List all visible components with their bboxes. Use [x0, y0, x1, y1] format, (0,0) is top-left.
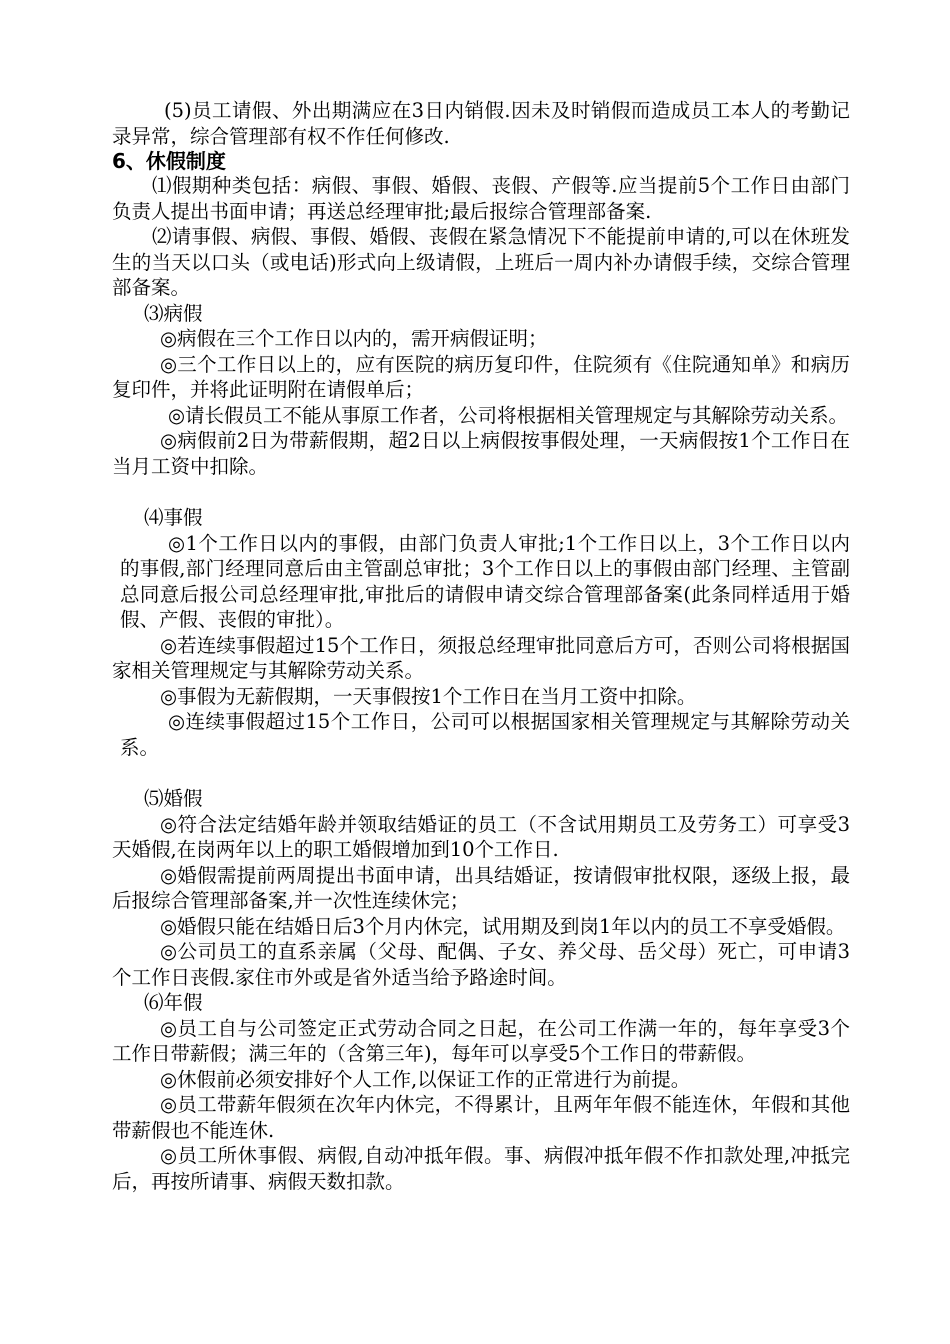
spacer — [112, 479, 850, 505]
personal-leave-item: ◎连续事假超过15个工作日，公司可以根据国家相关管理规定与其解除劳动关系。 — [120, 710, 850, 759]
personal-leave-item: ◎1个工作日以内的事假，由部门负责人审批;1个工作日以上，3个工作日以内的事假,部门经理同意后由主管副总审批；3个工作日以上的事假由部门经理、主管副总同意后报公司总经理审批,审批后的请假申请交综合管理部备案(此条同样适用于婚假、产假、丧假的审批）。 — [120, 531, 850, 631]
subheading-sick-leave: ⑶病假 — [144, 301, 203, 325]
personal-leave-item: ◎事假为无薪假期，一天事假按1个工作日在当月工资中扣除。 — [160, 684, 697, 708]
sick-leave-item: ◎请长假员工不能从事原工作者，公司将根据相关管理规定与其解除劳动关系。 — [168, 403, 849, 427]
section-heading-leave-policy: 6、休假制度 — [112, 149, 226, 173]
paragraph-leave-types: ⑴假期种类包括：病假、事假、婚假、丧假、产假等.应当提前5个工作日由部门负责人提出书面申请；再送总经理审批;最后报综合管理部备案. — [112, 174, 850, 223]
sick-leave-item: ◎病假在三个工作日以内的，需开病假证明； — [160, 327, 548, 350]
sick-leave-item: ◎病假前2日为带薪假期，超2日以上病假按事假处理，一天病假按1个工作日在当月工资中扣除。 — [112, 429, 850, 478]
paragraph-cancel-leave: (5)员工请假、外出期满应在3日内销假.因未及时销假而造成员工本人的考勤记录异常，综合管理部有权不作任何修改. — [112, 99, 850, 148]
paragraph-emergency-leave: ⑵请事假、病假、事假、婚假、丧假在紧急情况下不能提前申请的,可以在休班发生的当天以口头（或电话)形式向上级请假，上班后一周内补办请假手续，交综合管理部备案。 — [112, 225, 850, 299]
bereavement-leave-item: ◎公司员工的直系亲属（父母、配偶、子女、养父母、岳父母）死亡，可申请3个工作日丧假.家住市外或是省外适当给予路途时间。 — [112, 940, 850, 989]
subheading-marriage-leave: ⑸婚假 — [144, 787, 203, 810]
subheading-personal-leave: ⑷事假 — [144, 506, 203, 529]
annual-leave-item: ◎员工带薪年假须在次年内休完，不得累计，且两年年假不能连休，年假和其他带薪假也不能连休. — [112, 1093, 850, 1142]
annual-leave-item: ◎员工自与公司签定正式劳动合同之日起，在公司工作满一年的，每年享受3个工作日带薪假；满三年的（含第三年)，每年可以享受5个工作日的带薪假。 — [112, 1016, 851, 1065]
spacer — [112, 760, 850, 786]
sick-leave-item: ◎三个工作日以上的，应有医院的病历复印件，住院须有《住院通知单》和病历复印件，并将此证明附在请假单后； — [112, 352, 850, 401]
marriage-leave-item: ◎符合法定结婚年龄并领取结婚证的员工（不含试用期员工及劳务工）可享受3天婚假,在岗两年以上的职工婚假增加到10个工作日. — [112, 812, 850, 861]
marriage-leave-item: ◎婚假需提前两周提出书面申请，出具结婚证，按请假审批权限，逐级上报，最后报综合管理部备案,并一次性连续休完； — [112, 863, 850, 912]
annual-leave-item: ◎休假前必须安排好个人工作,以保证工作的正常进行为前提。 — [160, 1067, 691, 1091]
annual-leave-item: ◎员工所休事假、病假,自动冲抵年假。事、病假冲抵年假不作扣款处理,冲抵完后，再按所请事、病假天数扣款。 — [112, 1144, 850, 1193]
marriage-leave-item: ◎婚假只能在结婚日后3个月内休完，试用期及到岗1年以内的员工不享受婚假。 — [160, 914, 846, 938]
personal-leave-item: ◎若连续事假超过15个工作日，须报总经理审批同意后方可，否则公司将根据国家相关管理规定与其解除劳动关系。 — [112, 633, 850, 682]
subheading-annual-leave: ⑹年假 — [144, 991, 203, 1014]
